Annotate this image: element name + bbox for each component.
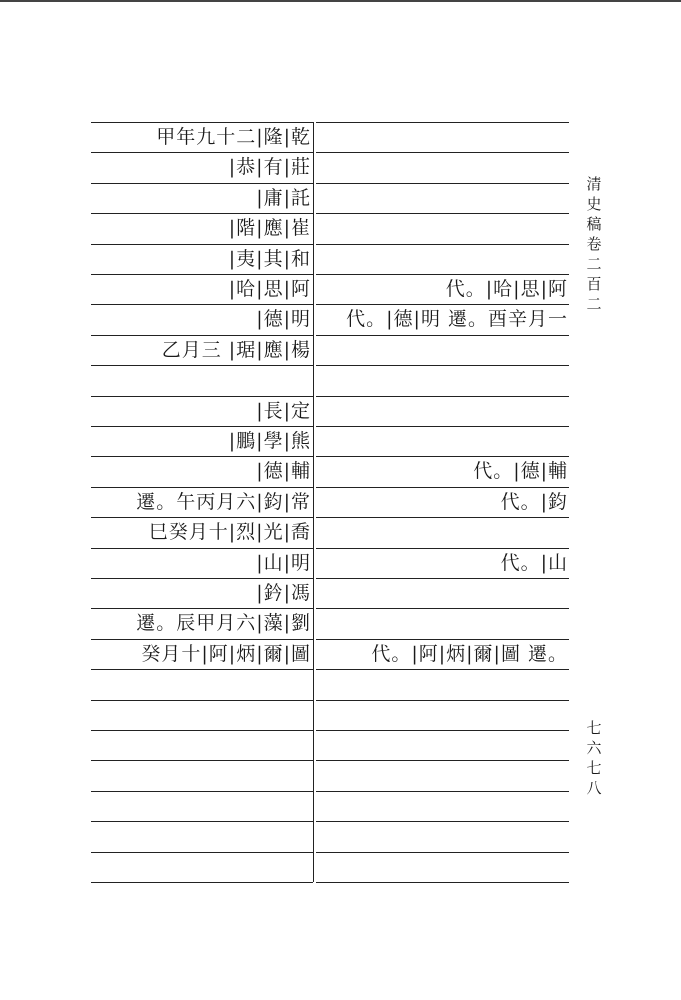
row-rule-right (316, 426, 569, 427)
row-left-text: 乙月三 |琚|應|楊 (161, 339, 311, 361)
row-rule-left (91, 791, 313, 792)
row-rule-left (91, 760, 313, 761)
row-left-text: 甲年九十二|隆|乾 (156, 126, 311, 148)
row-right-text: 代。|德|輔 (473, 460, 568, 482)
row-rule-right (316, 669, 569, 670)
row-left-text: |鈐|馮 (256, 582, 311, 604)
row-rule-right (316, 791, 569, 792)
row-rule-left (91, 852, 313, 853)
row-left-text: |哈|思|阿 (228, 278, 311, 300)
row-right-text: 代。|鈞 (500, 491, 568, 513)
row-left-text: 遷。辰甲月六|藻|劉 (136, 612, 311, 634)
row-right-text: 代。|德|明 遷。酉辛月一 (346, 308, 568, 330)
row-rule-right (316, 882, 569, 883)
row-rule-left (91, 730, 313, 731)
row-rule-right (316, 122, 569, 123)
row-rule-right (316, 700, 569, 701)
row-rule-right (316, 365, 569, 366)
row-left-text: |德|明 (256, 308, 311, 330)
row-rule-right (316, 608, 569, 609)
row-right-text: 代。|哈|思|阿 (445, 278, 568, 300)
row-rule-right (316, 760, 569, 761)
page-number: 七六七八 (586, 719, 602, 797)
top-border (0, 0, 681, 2)
row-rule-right (316, 517, 569, 518)
row-rule-left (91, 821, 313, 822)
row-rule-right (316, 821, 569, 822)
row-rule-left (91, 882, 313, 883)
row-left-text: |庸|託 (256, 187, 311, 209)
row-rule-right (316, 578, 569, 579)
row-left-text: |長|定 (256, 400, 311, 422)
side-title: 清史稿卷二百二 (586, 175, 602, 313)
row-left-text: |夷|其|和 (228, 248, 311, 270)
row-left-text: 巳癸月十|烈|光|喬 (148, 521, 311, 543)
row-left-text: |恭|有|莊 (228, 156, 311, 178)
row-rule-right (316, 244, 569, 245)
row-rule-left (91, 669, 313, 670)
row-rule-right (316, 152, 569, 153)
column-divider (313, 122, 314, 882)
row-rule-right (316, 183, 569, 184)
row-left-text: |階|應|崔 (228, 217, 311, 239)
row-rule-left (91, 700, 313, 701)
row-left-text: 遷。午丙月六|鈞|常 (136, 491, 311, 513)
row-rule-right (316, 852, 569, 853)
row-right-text: 代。|山 (500, 552, 568, 574)
row-rule-right (316, 396, 569, 397)
row-left-text: |鵬|學|熊 (228, 430, 311, 452)
row-left-text: |山|明 (256, 552, 311, 574)
row-left-text: 癸月十|阿|炳|爾|圖 (141, 643, 311, 665)
row-rule-right (316, 730, 569, 731)
row-left-text: |德|輔 (256, 460, 311, 482)
row-right-text: 代。|阿|炳|爾|圖 遷。 (371, 643, 568, 665)
row-rule-right (316, 213, 569, 214)
row-rule-right (316, 335, 569, 336)
row-rule-left (91, 365, 313, 366)
